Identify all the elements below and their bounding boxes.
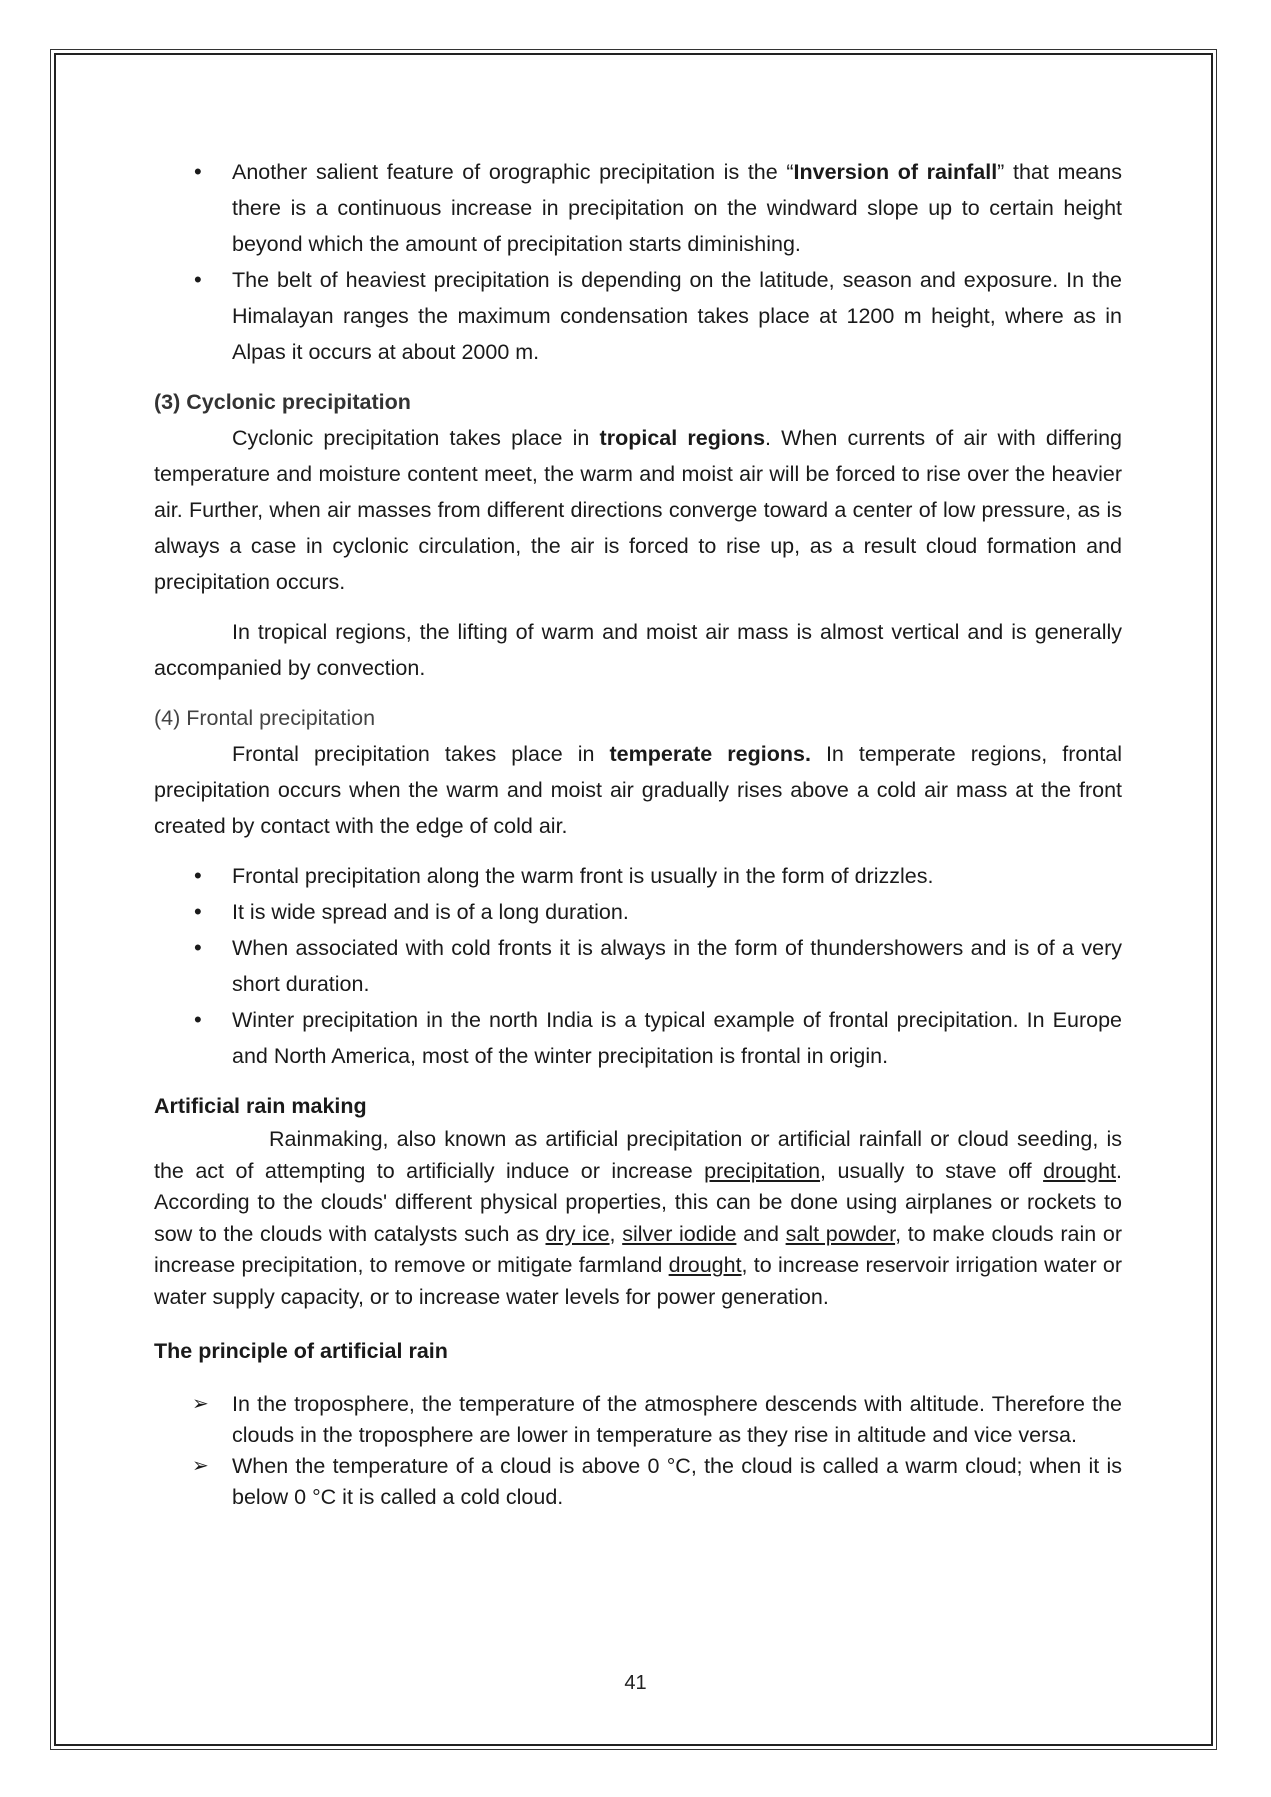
list-item: • When associated with cold fronts it is always in the form of thundershowers and is of a very short duration. (154, 930, 1122, 1002)
paragraph-text: . According to the clouds' different physical properties, this can be done using airplanes or rockets to sow to the clouds with catalysts such as (154, 1158, 1122, 1246)
list-item: ➢ When the temperature of a cloud is above 0 °C, the cloud is called a warm cloud; when it is below 0 °C it is called a cold cloud. (154, 1451, 1122, 1513)
orographic-bullet-list (154, 154, 1122, 370)
list-item: ➢ In the troposphere, the temperature of the atmosphere descends with altitude. Therefore the clouds in the troposphere are lower in temperature as they rise in altitude and vice versa. (154, 1389, 1122, 1451)
bullet-text: Another salient feature of orographic precipitation is the “ (232, 160, 794, 184)
link-drought[interactable]: drought (1043, 1158, 1117, 1183)
paragraph (154, 420, 1122, 600)
section-heading-artificial: Artificial rain making (154, 1094, 367, 1118)
bold-term: tropical regions (599, 426, 766, 450)
list-item: • Winter precipitation in the north India is a typical example of frontal precipitation. In Europe and North America, most of the winter precipitation is frontal in origin. (154, 1002, 1122, 1074)
principle-arrow-list (154, 1389, 1122, 1513)
section-heading-principle: The principle of artificial rain (154, 1339, 448, 1363)
list-item (154, 262, 1122, 370)
paragraph-text: In temperate regions, frontal precipitation occurs when the warm and moist air gradually rises above a cold air mass at the front created by contact with the edge of cold air. (154, 742, 1122, 838)
section-heading-frontal: (4) Frontal precipitation (154, 706, 376, 730)
paragraph-text: . When currents of air with differing temperature and moisture content meet, the warm and moist air will be forced to rise over the heavier air. Further, when air masses from different directions converge toward a center of low pressure, as is always a case in cyclonic circulation, the air is forced to rise up, as a result cloud formation and precipitation occurs. (154, 426, 1122, 594)
bold-term: Inversion of rainfall (793, 160, 998, 184)
link-drought-2[interactable]: drought (668, 1253, 742, 1277)
paragraph-text: Rainmaking, also known as artificial precipitation or artificial rainfall or cloud seeding, is the act of attempting to artificially induce or increase (154, 1127, 1122, 1183)
paragraph (154, 1124, 1122, 1313)
paragraph-text: , usually to stave off (820, 1158, 1044, 1183)
link-salt-powder[interactable]: salt powder (785, 1221, 896, 1246)
link-precipitation[interactable]: precipitation (704, 1158, 821, 1183)
frontal-bullet-list (154, 858, 1122, 1074)
paragraph-text: Cyclonic precipitation takes place in (232, 426, 600, 450)
paragraph-text: , to make clouds rain or increase precipitation, to remove or mitigate farmland (154, 1221, 1122, 1277)
list-item: • Frontal precipitation along the warm front is usually in the form of drizzles. (154, 858, 1122, 894)
bullet-text: ” that means there is a continuous increase in precipitation on the windward slope up to certain height beyond which the amount of precipitation starts diminishing. (232, 160, 1122, 256)
bullet-text: The belt of heaviest precipitation is depending on the latitude, season and exposure. In the Himalayan ranges the maximum condensation takes place at 1200 m height, where as in Alpas it occurs at about 2000 m. (232, 268, 1122, 364)
list-item: • It is wide spread and is of a long duration. (154, 894, 1122, 930)
paragraph (154, 736, 1122, 844)
paragraph-text: and (736, 1221, 786, 1246)
paragraph: In tropical regions, the lifting of warm and moist air mass is almost vertical and is generally accompanied by convection. (154, 620, 1122, 680)
list-item (154, 154, 1122, 262)
section-heading-cyclonic: (3) Cyclonic precipitation (154, 390, 411, 414)
page-content (154, 154, 1122, 1513)
link-dry-ice[interactable]: dry ice (545, 1221, 610, 1246)
paragraph-text: , to increase reservoir irrigation water or water supply capacity, or to increase water levels for power generation. (154, 1253, 1123, 1309)
bold-term: temperate regions. (609, 742, 811, 766)
paragraph-text: Frontal precipitation takes place in (232, 742, 610, 766)
paragraph-text: , (609, 1221, 623, 1246)
link-silver-iodide[interactable]: silver iodide (622, 1221, 737, 1246)
page-number: 41 (624, 1672, 647, 1694)
